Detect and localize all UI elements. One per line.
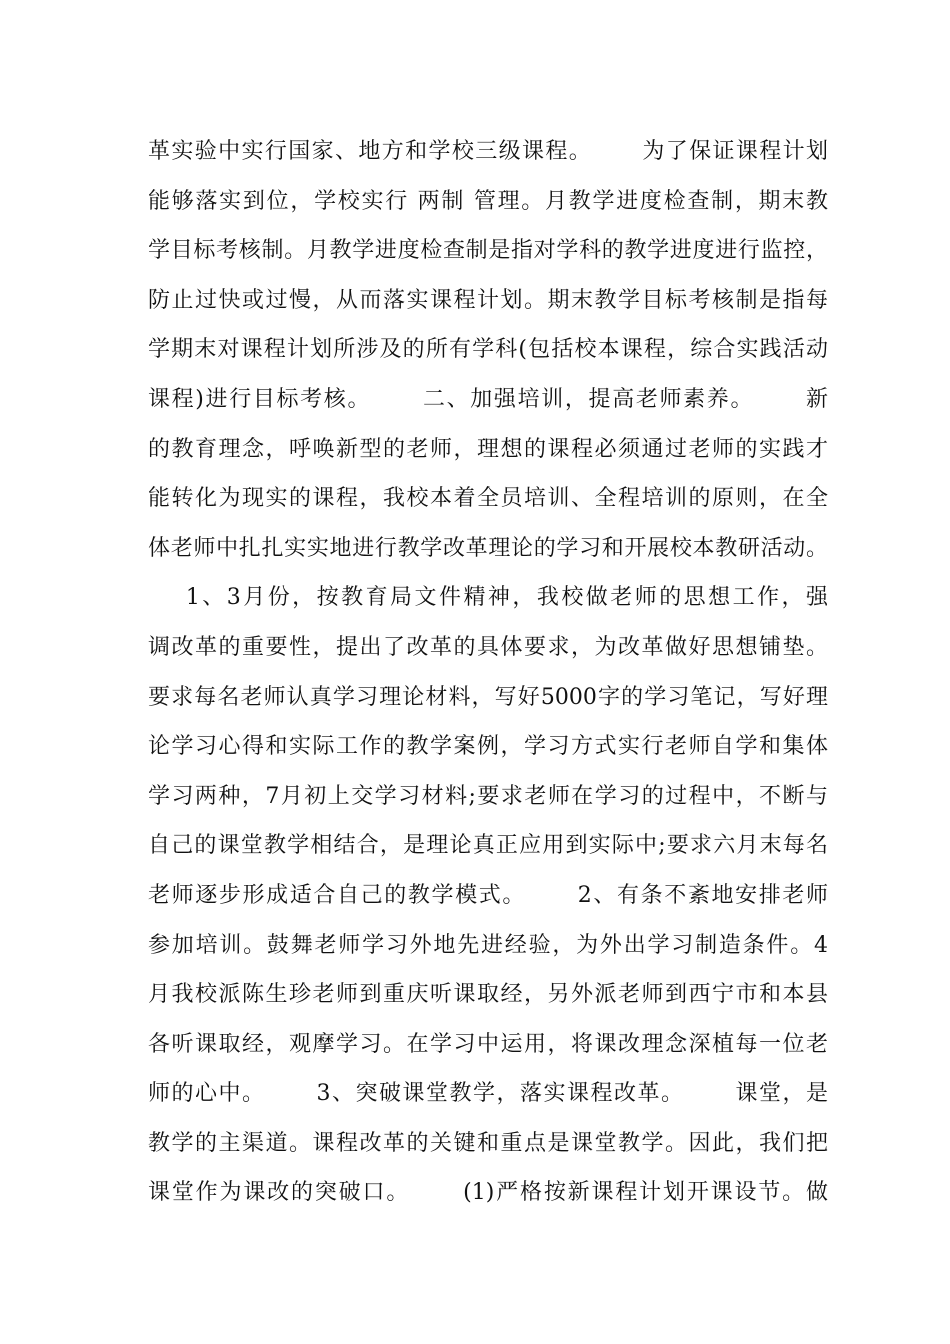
text-line: 学期末对课程计划所涉及的所有学科(包括校本课程，综合实践活动 [148,337,828,363]
text-line: 防止过快或过慢，从而落实课程计划。期末教学目标考核制是指每 [148,287,828,313]
text-line: 调改革的重要性，提出了改革的具体要求，为改革做好思想铺垫。 [148,634,828,660]
text-line: 师的心中。 3、突破课堂教学，落实课程改革。 课堂，是 [148,1081,828,1107]
text-line: 1、3月份，按教育局文件精神，我校做老师的思想工作，强 [148,585,828,611]
text-line: 论学习心得和实际工作的教学案例，学习方式实行老师自学和集体 [148,734,828,760]
text-line: 教学的主渠道。课程改革的关键和重点是课堂教学。因此，我们把 [148,1130,828,1156]
text-line: 参加培训。鼓舞老师学习外地先进经验，为外出学习制造条件。4 [148,932,828,958]
text-line: 体老师中扎扎实实地进行教学改革理论的学习和开展校本教研活动。 [148,535,828,561]
text-line: 能够落实到位，学校实行 两制 管理。月教学进度检查制，期末教 [148,188,828,214]
text-line: 课程)进行目标考核。 二、加强培训，提高老师素养。 新 [148,386,828,412]
text-line: 的教育理念，呼唤新型的老师，理想的课程必须通过老师的实践才 [148,436,828,462]
text-line: 各听课取经，观摩学习。在学习中运用，将课改理念深植每一位老 [148,1031,828,1057]
text-line: 革实验中实行国家、地方和学校三级课程。 为了保证课程计划 [148,139,828,164]
text-line: 自己的课堂教学相结合，是理论真正应用到实际中;要求六月末每名 [148,833,828,859]
text-line: 月我校派陈生珍老师到重庆听课取经，另外派老师到西宁市和本县 [148,982,828,1008]
text-line: 学习两种，7月初上交学习材料;要求老师在学习的过程中，不断与 [148,783,828,809]
text-line: 要求每名老师认真学习理论材料，写好5000字的学习笔记，写好理 [148,684,828,710]
text-line: 能转化为现实的课程，我校本着全员培训、全程培训的原则，在全 [148,486,828,512]
text-line: 课堂作为课改的突破口。 (1)严格按新课程计划开课设节。做 [148,1180,828,1206]
text-line: 学目标考核制。月教学进度检查制是指对学科的教学进度进行监控， [148,238,828,264]
text-line: 老师逐步形成适合自己的教学模式。 2、有条不紊地安排老师 [148,882,828,908]
body-text [148,134,828,1225]
